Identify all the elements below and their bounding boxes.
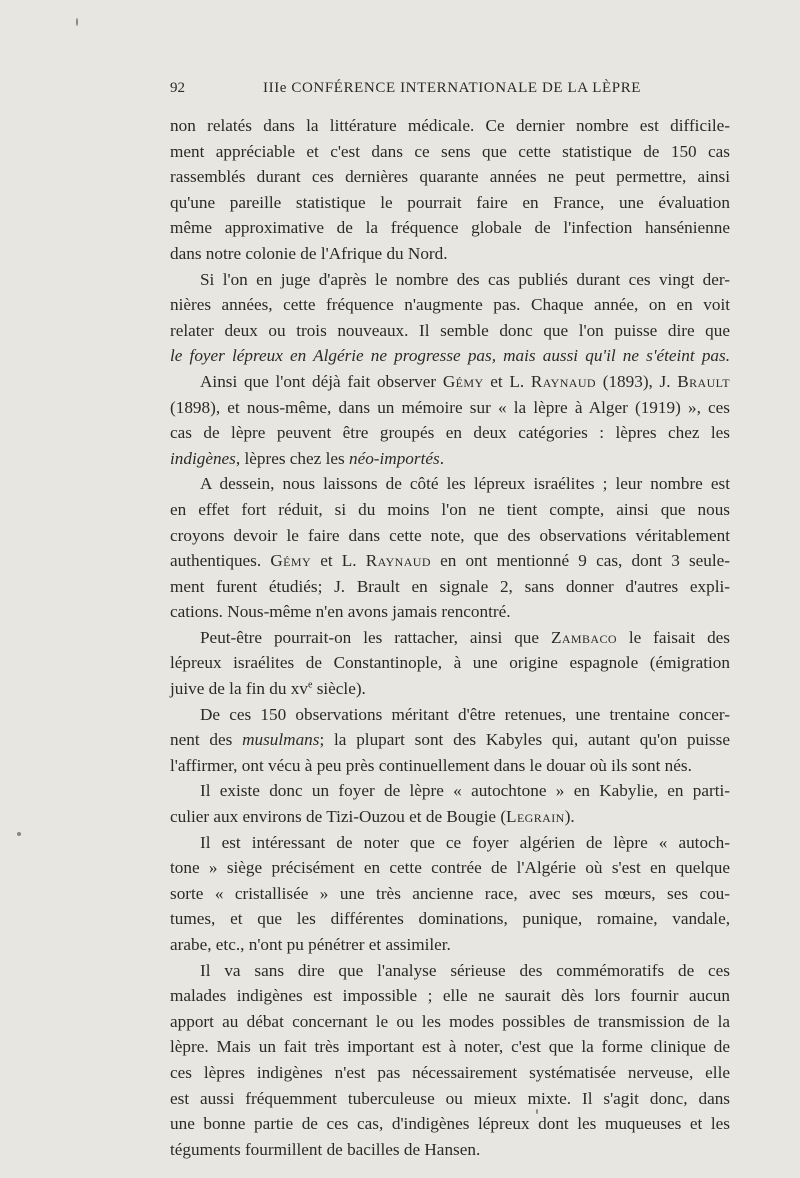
italic-term: musulmans	[242, 730, 320, 750]
text-line: Il est intéressant de noter que ce foyer algérien de lèpre « autoch-	[200, 832, 730, 852]
text-span: et L.	[483, 371, 531, 391]
italic-term: indigènes	[170, 448, 236, 468]
text-line: tone » siège précisément en cette contrée de l'Algérie où s'est en quelque	[170, 858, 730, 878]
paper-speck	[76, 18, 78, 26]
text-line: non relatés dans la littérature médicale. Ce dernier nombre est difficile-	[170, 116, 730, 135]
superscript: e	[307, 679, 313, 691]
text-span: authentiques.	[170, 551, 271, 571]
text-line: téguments fourmillent de bacilles de Hansen.	[170, 1139, 481, 1159]
italic-conclusion: le foyer lépreux en Algérie ne progresse pas, mais aussi qu'il ne s'éteint pas.	[170, 346, 730, 366]
text-line: cations. Nous-même n'en avons jamais rencontré.	[170, 602, 511, 622]
text-line	[170, 369, 730, 395]
text-line: même approximative de la fréquence globale de l'infection hansénienne	[170, 218, 730, 238]
text-line: De ces 150 observations méritant d'être retenues, une trentaine concer-	[200, 704, 730, 724]
paragraph-3	[170, 369, 730, 471]
author-name: Raynaud	[530, 371, 597, 391]
text-line: Si l'on en juge d'après le nombre des cas publiés durant ces vingt der-	[200, 269, 730, 289]
text-line: cas de lèpre peuvent être groupés en deux catégories : lèpres chez les	[170, 423, 730, 443]
text-span: Ainsi que l'ont déjà fait observer	[200, 371, 443, 391]
text-line: lépreux israélites de Constantinople, à une origine espagnole (émigration	[170, 653, 730, 673]
text-line: ment furent étudiés; J. Brault en signale 2, sans donner d'autres expli-	[170, 576, 730, 596]
paragraph-2	[170, 267, 730, 369]
text-line	[170, 727, 730, 753]
paragraph-5	[170, 625, 730, 702]
body-text	[170, 113, 730, 1162]
text-line: croyons devoir le faire dans cette note, que des observations véritablement	[170, 525, 730, 545]
header-title: IIIe CONFÉRENCE INTERNATIONALE DE LA LÈPRE	[263, 80, 642, 96]
paper-speck	[17, 832, 21, 836]
text-line: ment appréciable et c'est dans ce sens que cette statistique de 150 cas	[170, 141, 730, 161]
text-line: Il existe donc un foyer de lèpre « autochtone » en Kabylie, en parti-	[200, 781, 730, 801]
text-line: tumes, et que les différentes dominations, punique, romaine, vandale,	[170, 909, 730, 929]
text-span: siècle).	[312, 679, 366, 699]
author-name: Legrain	[506, 807, 565, 827]
text-span: en ont mentionné 9 cas, dont 3 seule-	[430, 551, 731, 571]
text-line: rassemblés durant ces dernières quarante années ne peut permettre, ainsi	[170, 167, 730, 187]
author-name: Brault	[677, 371, 730, 391]
paragraph-8	[170, 830, 730, 958]
text-span: Peut-être pourrait-on les rattacher, ainsi que	[200, 627, 551, 647]
text-line: A dessein, nous laissons de côté les lépreux israélites ; leur nombre est	[200, 474, 730, 494]
text-line: apport au débat concernant le ou les modes possibles de transmission de la	[170, 1011, 730, 1031]
text-line: (1898), et nous-même, dans un mémoire sur « la lèpre à Alger (1919) », ces	[170, 397, 730, 417]
text-line: malades indigènes est impossible ; elle ne saurait dès lors fournir aucun	[170, 986, 730, 1006]
text-span: le faisait des	[616, 627, 730, 647]
text-line: Il va sans dire que l'analyse sérieuse des commémoratifs de ces	[200, 960, 730, 980]
author-name: Zambaco	[550, 627, 617, 647]
paragraph-4	[170, 471, 730, 625]
text-span: ; la plupart sont des Kabyles qui, autant qu'on puisse	[319, 730, 730, 750]
text-span: , lèpres chez les	[235, 448, 349, 468]
text-span: .	[439, 448, 444, 468]
text-line	[170, 676, 730, 702]
text-line	[170, 625, 730, 651]
text-line: arabe, etc., n'ont pu pénétrer et assimiler.	[170, 935, 451, 954]
text-line	[170, 548, 730, 574]
text-span: ).	[564, 807, 575, 827]
text-line: relater deux ou trois nouveaux. Il semble donc que l'on puisse dire que	[170, 320, 730, 340]
text-line: dans notre colonie de l'Afrique du Nord.	[170, 243, 448, 263]
text-line: lèpre. Mais un fait très important est à noter, c'est que la forme clinique de	[170, 1037, 730, 1057]
text-span: juive de la fin du xv	[170, 679, 308, 699]
text-line: en effet fort réduit, si du moins l'on ne tient compte, ainsi que nous	[170, 499, 730, 519]
text-line	[170, 804, 730, 830]
text-line	[170, 343, 730, 369]
paragraph-9	[170, 958, 730, 1163]
paragraph-6	[170, 702, 730, 779]
author-name: Raynaud	[365, 551, 431, 571]
author-name: Gémy	[270, 551, 312, 571]
text-span: et L.	[311, 551, 366, 571]
running-header	[170, 80, 642, 104]
paragraph-7	[170, 778, 730, 829]
text-line: nières années, cette fréquence n'augmente pas. Chaque année, on en voit	[170, 295, 730, 315]
text-line: ces lèpres indigènes n'est pas nécessairement systématisée nerveuse, elle	[170, 1062, 730, 1082]
text-span: nent des	[170, 730, 243, 750]
author-name: Gémy	[442, 371, 484, 391]
text-line: une bonne partie de ces cas, d'indigènes lépreux dont les muqueuses et les	[170, 1114, 730, 1134]
text-span: culier aux environs de Tizi-Ouzou et de Bougie (	[170, 807, 507, 827]
text-span: (1893), J.	[596, 371, 678, 391]
page-number: 92	[170, 80, 185, 96]
text-line: l'affirmer, ont vécu à peu près continuellement dans le douar où ils sont nés.	[170, 755, 692, 775]
text-line: qu'une pareille statistique le pourrait faire en France, une évaluation	[170, 192, 730, 212]
text-line: sorte « cristallisée » une très ancienne race, avec ses mœurs, ses cou-	[170, 883, 730, 903]
text-line	[170, 446, 730, 472]
text-line: est aussi fréquemment tuberculeuse ou mieux mixte. Il s'agit donc, dans	[170, 1088, 730, 1108]
paragraph-1	[170, 113, 730, 267]
italic-term: néo-importés	[348, 448, 440, 468]
